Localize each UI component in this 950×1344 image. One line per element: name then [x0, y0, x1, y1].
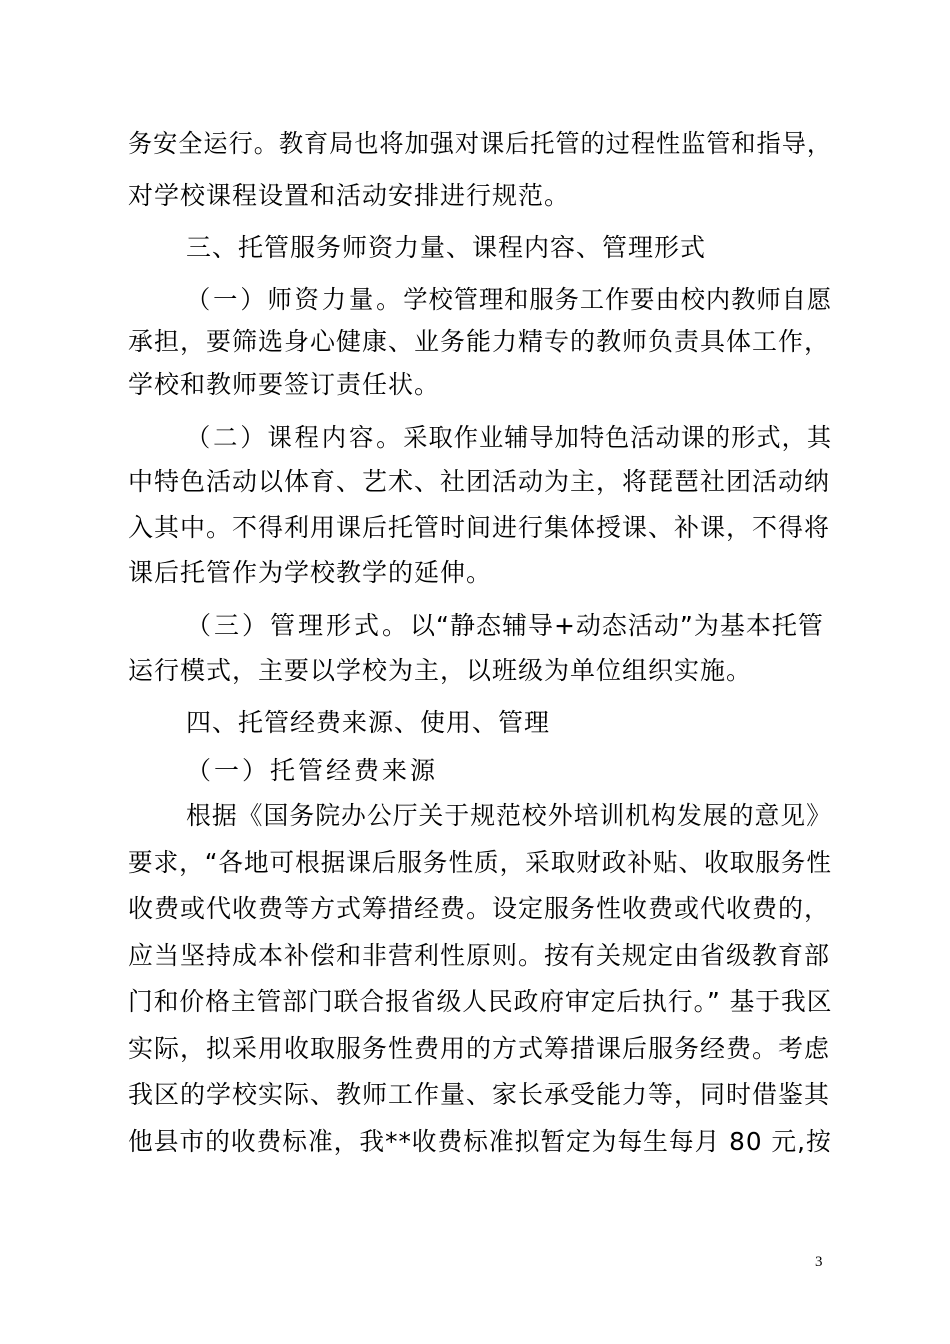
body-text-line: 应当坚持成本补偿和非营利性原则。按有关规定由省级教育部: [128, 941, 831, 970]
body-text-line: 实际，拟采用收取服务性费用的方式筹措课后服务经费。考虑: [128, 1034, 831, 1063]
body-text-line: 门和价格主管部门联合报省级人民政府审定后执行。” 基于我区: [128, 987, 833, 1016]
subsection-line: [186, 421, 832, 455]
page-number: 3: [815, 1254, 823, 1270]
body-text-run: 采取作业辅导加特色活动课的形式，其: [403, 423, 833, 452]
body-text-line: 他县市的收费标准，我**收费标准拟暂定为每生每月 80 元,按: [128, 1127, 832, 1156]
body-text-line: 运行模式，主要以学校为主，以班级为单位组织实施。: [128, 656, 753, 685]
body-text-line: 课后托管作为学校教学的延伸。: [128, 558, 493, 587]
subsection-line: [186, 609, 824, 643]
section-heading: 三、托管服务师资力量、课程内容、管理形式: [186, 233, 707, 262]
body-text-run: 学校管理和服务工作要由校内教师自愿: [403, 285, 833, 314]
body-text-line: 学校和教师要签订责任状。: [128, 370, 441, 399]
subsection-label: （三）管理形式。: [186, 611, 411, 640]
body-text-line: 我区的学校实际、教师工作量、家长承受能力等，同时借鉴其: [128, 1080, 831, 1109]
body-text-line: 中特色活动以体育、艺术、社团活动为主，将琵琶社团活动纳: [128, 467, 831, 496]
body-text-line: 根据《国务院办公厅关于规范校外培训机构发展的意见》: [186, 801, 832, 830]
subsection-label: （一）师资力量。: [186, 285, 404, 314]
body-text-line: 收费或代收费等方式筹措经费。设定服务性收费或代收费的，: [128, 894, 831, 923]
body-text-run: 以“静态辅导+动态活动”为基本托管: [410, 611, 824, 640]
body-text-line: 对学校课程设置和活动安排进行规范。: [128, 181, 571, 210]
subsection-label: （二）课程内容。: [186, 423, 404, 452]
body-text-line: 承担，要筛选身心健康、业务能力精专的教师负责具体工作，: [128, 327, 831, 356]
body-text-line: 要求，“各地可根据课后服务性质，采取财政补贴、收取服务性: [128, 848, 832, 877]
body-text-line: 入其中。不得利用课后托管时间进行集体授课、补课，不得将: [128, 513, 831, 542]
subsection-heading: （一）托管经费来源: [186, 756, 439, 785]
body-text-line: 务安全运行。教育局也将加强对课后托管的过程性监管和指导，: [128, 129, 832, 158]
section-heading: 四、托管经费来源、使用、管理: [186, 708, 551, 737]
subsection-line: [186, 283, 832, 317]
